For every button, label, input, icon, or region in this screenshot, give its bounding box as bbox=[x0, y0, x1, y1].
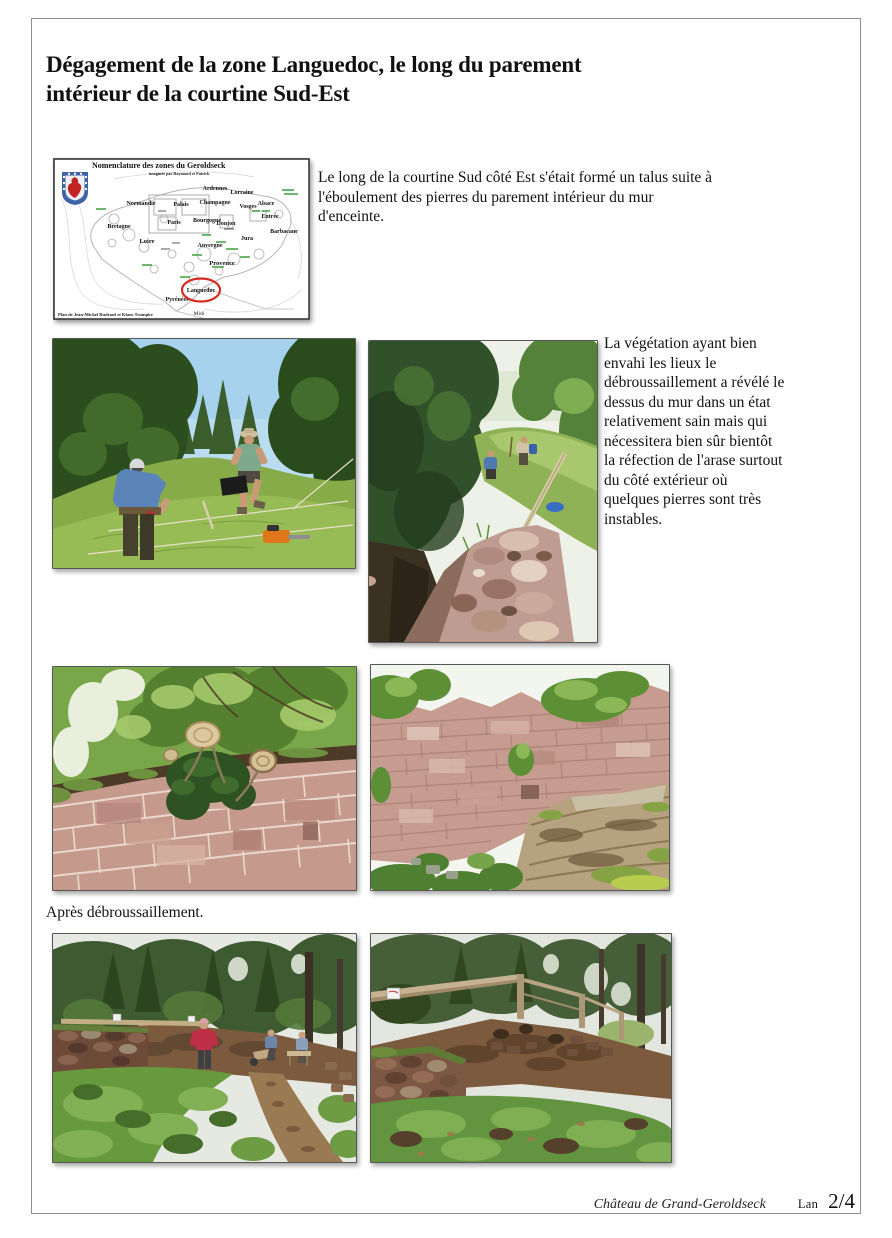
photo-after-clearing-wheelbarrows bbox=[52, 933, 357, 1163]
after-clearing-caption: Après débroussaillement. bbox=[46, 904, 204, 921]
svg-text:Entrée: Entrée bbox=[261, 214, 279, 220]
svg-text:Bourgogne: Bourgogne bbox=[192, 218, 222, 224]
svg-text:Loire: Loire bbox=[139, 238, 155, 245]
map-credit: Plan de Jean-Michel Rudrauf et Klaus Trumpke bbox=[58, 312, 153, 317]
photo-wall-tree-stumps bbox=[52, 666, 357, 891]
svg-text:Lorraine: Lorraine bbox=[230, 190, 254, 196]
footer-zone-abbrev: Lan bbox=[797, 1197, 819, 1211]
svg-text:Paris: Paris bbox=[167, 220, 181, 226]
svg-text:Barbacane: Barbacane bbox=[270, 229, 298, 235]
svg-text:Palais: Palais bbox=[173, 202, 189, 208]
svg-text:Languedoc: Languedoc bbox=[186, 288, 216, 294]
footer-site-name: Château de Grand-Geroldseck bbox=[593, 1197, 766, 1212]
svg-text:Provence: Provence bbox=[209, 260, 235, 267]
footer-page-number: 2/4 bbox=[828, 1189, 855, 1213]
photo-wall-top-after-clearing bbox=[368, 340, 598, 643]
svg-text:Donjon: Donjon bbox=[216, 221, 236, 227]
page-title bbox=[46, 50, 852, 108]
svg-text:Pyrénées: Pyrénées bbox=[165, 297, 189, 303]
photo-before-clearing-workers bbox=[52, 338, 356, 569]
svg-text:Midi: Midi bbox=[193, 311, 205, 317]
svg-text:Vosges: Vosges bbox=[239, 204, 257, 210]
page-title-line1: Dégagement de la zone Languedoc, le long du parement bbox=[46, 52, 582, 77]
page-footer bbox=[31, 1189, 855, 1214]
svg-text:Jura: Jura bbox=[241, 236, 253, 242]
photo-after-clearing-railing bbox=[370, 933, 672, 1163]
svg-text:Auvergne: Auvergne bbox=[197, 243, 223, 249]
photo-outer-wall-rock bbox=[370, 664, 670, 891]
map-title: Nomenclature des zones du Geroldseck bbox=[92, 161, 226, 170]
intro-paragraph: Le long de la courtine Sud côté Est s'était formé un talus suite à l'éboulement des pierres du parement intérieur du mur d'enceinte. bbox=[318, 169, 713, 226]
map-subtitle: imaginée par Raymond et Patrick bbox=[149, 171, 210, 176]
map-drawing bbox=[54, 159, 309, 319]
svg-text:Alsace: Alsace bbox=[257, 201, 275, 207]
svg-text:Ardennes: Ardennes bbox=[202, 186, 228, 192]
svg-text:Bretagne: Bretagne bbox=[107, 224, 131, 230]
geroldseck-shield-icon bbox=[62, 172, 88, 205]
svg-text:Champagne: Champagne bbox=[199, 200, 231, 206]
page-title-line2: intérieur de la courtine Sud-Est bbox=[46, 81, 350, 107]
svg-text:Normandie: Normandie bbox=[126, 201, 156, 207]
zone-map-image bbox=[53, 158, 310, 320]
vegetation-paragraph: La végétation ayant bien envahi les lieux le débroussaillement a révélé le dessus du mur dans un état relativement sain mais qui nécessitera bien sûr bientôt la réfection de l'arase surtout du côté extérieur où quelques pierres sont très instables. bbox=[604, 335, 785, 528]
